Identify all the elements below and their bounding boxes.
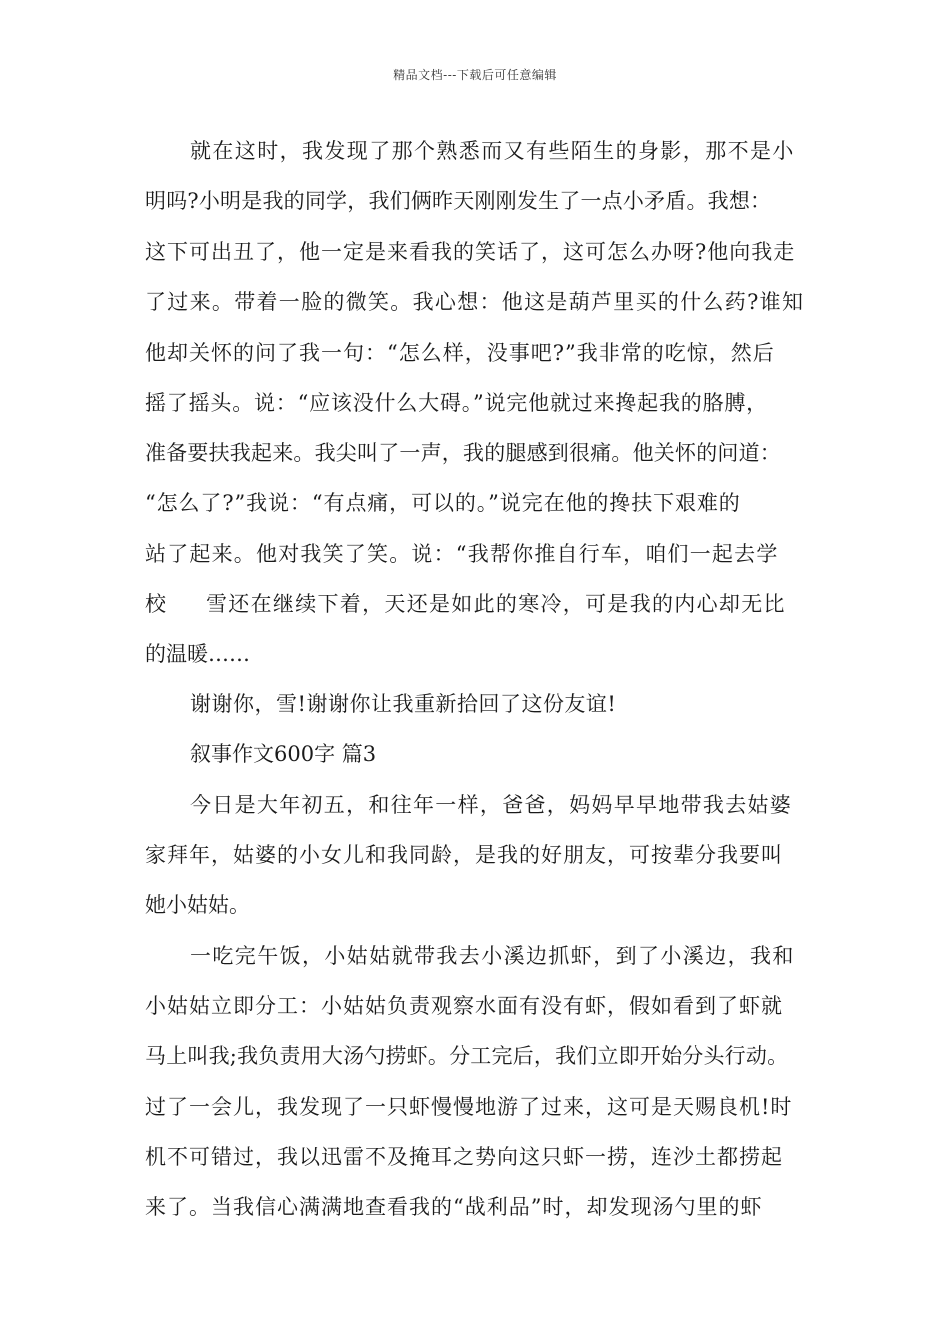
- page-header: 精品文档---下载后可任意编辑: [393, 68, 557, 82]
- text-line: 就在这时，我发现了那个熟悉而又有些陌生的身影，那不是小: [190, 139, 795, 163]
- text-line: 今日是大年初五，和往年一样，爸爸，妈妈早早地带我去姑婆: [190, 793, 793, 817]
- text-line: 她小姑姑。: [145, 893, 250, 917]
- text-line: 一吃完午饭，小姑姑就带我去小溪边抓虾，到了小溪边，我和: [190, 944, 795, 968]
- text-fragment: 校: [145, 592, 166, 616]
- text-line: 过了一会儿，我发现了一只虾慢慢地游了过来，这可是天赐良机!时: [145, 1095, 793, 1119]
- text-line: [145, 589, 786, 619]
- text-line: 家拜年，姑婆的小女儿和我同龄，是我的好朋友，可按辈分我要叫: [145, 843, 783, 867]
- text-line: 机不可错过，我以迅雷不及掩耳之势向这只虾一捞，连沙土都捞起: [145, 1145, 783, 1169]
- text-line: 的温暖……: [145, 642, 250, 666]
- section-heading: 叙事作文600字 篇3: [190, 742, 377, 766]
- text-line: 了过来。带着一脸的微笑。我心想：他这是葫芦里买的什么药?谁知: [145, 290, 805, 314]
- text-line: 谢谢你，雪!谢谢你让我重新拾回了这份友谊!: [190, 692, 617, 716]
- text-line: 站了起来。他对我笑了笑。说：“我帮你推自行车，咱们一起去学: [145, 542, 779, 566]
- text-fragment: 雪还在继续下着，天还是如此的寒冷，可是我的内心却无比: [206, 592, 786, 616]
- text-line: “怎么了?”我说：“有点痛，可以的。”说完在他的搀扶下艰难的: [145, 491, 741, 515]
- text-line: 他却关怀的问了我一句：“怎么样，没事吧?”我非常的吃惊，然后: [145, 341, 775, 365]
- text-line: 来了。当我信心满满地查看我的“战利品”时，却发现汤勺里的虾: [145, 1195, 763, 1219]
- text-line: 小姑姑立即分工：小姑姑负责观察水面有没有虾，假如看到了虾就: [145, 994, 783, 1018]
- text-line: 马上叫我;我负责用大汤勺捞虾。分工完后，我们立即开始分头行动。: [145, 1044, 789, 1068]
- text-line: 准备要扶我起来。我尖叫了一声，我的腿感到很痛。他关怀的问道：: [145, 441, 781, 465]
- text-line: 摇了摇头。说：“应该没什么大碍。”说完他就过来搀起我的胳膊，: [145, 391, 768, 415]
- text-line: 明吗?小明是我的同学，我们俩昨天刚刚发生了一点小矛盾。我想：: [145, 189, 772, 213]
- text-line: 这下可出丑了，他一定是来看我的笑话了，这可怎么办呀?他向我走: [145, 240, 796, 264]
